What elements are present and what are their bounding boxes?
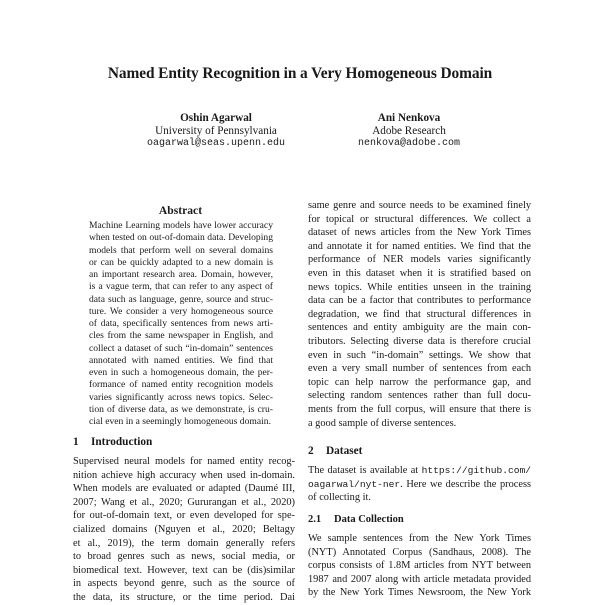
text-line: varies significantly across news topics. Selec- [89,391,273,403]
text-line: topic can help narrow the performance gap, and [308,376,531,388]
text-line: is a vague term, that can refer to any aspect of [89,281,273,293]
text-line: to broad genres such as news, social media, or [73,551,295,563]
text-line: When models are evaluated or adapted (Daumé III, [73,483,295,495]
author-email[interactable]: oagarwal@seas.upenn.edu [146,138,286,150]
text-line: We sample sentences from the New York Times [308,533,531,544]
text-line: and annotate it for named entities. We find that the [308,240,531,252]
section-number: 2 [308,445,314,457]
author-email[interactable]: nenkova@adobe.com [357,138,461,150]
text-line: annotated with named entities. We find that [89,354,273,366]
text-line: data can be a factor that contributes to performance [308,295,531,307]
paper-title: Named Entity Recognition in a Very Homogeneous Domain [107,65,493,82]
author-block [116,112,316,151]
text-line: for out-of-domain text, or even developed for spe- [73,510,295,522]
text-line: cial even in a seemingly homogeneous domain. [89,416,271,427]
text-line: tributors. Selecting diverse data is therefore crucial [308,335,531,347]
dataset-text: . Here we describe the process [400,478,531,490]
author-name: Ani Nenkova [377,112,441,124]
section-number: 1 [73,436,79,448]
text-line: performance of NER models varies significantly [308,254,531,266]
text-line: an important research area. Domain, however, [89,269,273,280]
text-line: ture. We consider a very homogeneous source [89,305,273,317]
text-line: nition achieve high accuracy when used in-domain. [73,469,295,481]
text-line: even a very small number of sentences from each [308,363,531,375]
subsection-title: Data Collection [334,514,404,525]
text-line: dataset of news articles from the New York Times [308,227,531,239]
section-heading-dataset [308,445,362,457]
text-line: 2007; Wang et al., 2020; Gururangan et al., 2020) [73,496,295,508]
author-affiliation: Adobe Research [372,124,446,137]
text-line: degradation, we find that structural differences in [308,308,531,320]
text-line: 1987 and 2007 along with article metadata provided [308,573,531,585]
subsection-number: 2.1 [308,514,322,525]
dataset-text: The dataset is available at [308,465,422,476]
abstract-body [89,220,273,428]
section-heading-introduction [73,436,152,448]
section-title: Dataset [326,445,363,457]
text-line: a good sample of diverse sentences. [308,417,457,429]
introduction-body [73,455,295,605]
text-line: selecting random sentences rather than full docu- [308,390,531,402]
text-line: data such as language, genre, source and struc- [89,293,273,305]
section-title: Introduction [91,436,153,448]
text-line: even in such a homogeneous domain, the per- [89,367,273,378]
dataset-text: of collecting it. [308,492,371,504]
text-line: corpus consists of 1.8M articles from NYT between [308,560,531,572]
text-line: cialized domains (Nguyen et al., 2020; Beltagy [73,523,295,535]
text-line: biomedical text. However, text can be (dis)similar [73,564,295,576]
text-line: even in this dataset when it is stratified based on [308,267,531,279]
text-line: (NYT) Annotated Corpus (Sandhaus, 2008). The [308,546,531,558]
dataset-url-part1[interactable]: https://github.com/ [421,465,531,476]
text-line: Supervised neural models for named entity recog- [73,456,295,467]
subsection-heading-data-collection [308,514,404,525]
text-line: et al., 2019), the term domain generally refers [73,537,295,549]
dataset-url-part2[interactable]: oagarwal/nyt-ner [308,478,401,490]
text-line: tion of diverse data, as we demonstrate, is cru- [89,403,273,415]
text-line: or can be quickly adapted to a new domain is [89,256,273,268]
introduction-continuation [308,199,531,430]
text-line: models that perform well on several domains [89,244,273,256]
text-line: news topics. While entities unseen in the training [308,281,531,293]
text-line: the data, its structure, or the time period. Dai [73,591,295,603]
text-line: for topical or structural differences. We collect a [308,213,531,225]
author-name: Oshin Agarwal [180,112,252,124]
text-line: ments from the full corpus, will ensure that there is [308,403,531,415]
author-affiliation: University of Pennsylvania [155,124,277,137]
text-line: collect a dataset of such “in-domain” sentences [89,342,273,354]
text-line: when tested on out-of-domain data. Developing [89,232,273,244]
text-line: Machine Learning models have lower accuracy [89,220,273,231]
text-line: even in such “in-domain” settings. We show that [308,349,531,361]
text-line: cles from the same newspaper in English, and [89,330,273,342]
text-line: of data, specifically sentences from news arti- [89,318,273,329]
dataset-body [308,464,531,505]
author-block [309,112,509,151]
text-line: formance of named entity recognition models [89,379,273,391]
text-line: in aspects beyond genre, such as the source of [73,578,295,590]
text-line: same genre and source needs to be examined finely [308,200,531,211]
text-line: by the New York Times Newsroom, the New York [308,587,531,599]
text-line: sentences and entity ambiguity are the main con- [308,322,531,334]
data-collection-body [308,532,531,600]
abstract-heading: Abstract [158,204,203,217]
